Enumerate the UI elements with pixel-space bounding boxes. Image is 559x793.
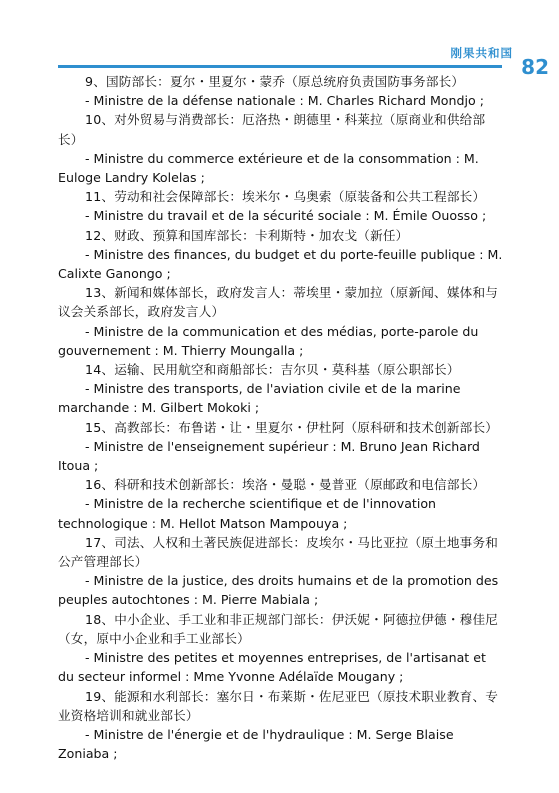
header-rule — [58, 65, 502, 68]
paragraph-10-cn: 10、对外贸易与消费部长：厄洛热・朗德里・科莱拉（原商业和供给部长） — [58, 112, 486, 147]
paragraph-13-cn: 13、新闻和媒体部长，政府发言人：蒂埃里・蒙加拉（原新闻、媒体和与议会关系部长，政府发言人） — [58, 285, 499, 320]
paragraph-18-fr: - Ministre des petites et moyennes entreprises, de l'artisanat et du secteur informel : Mme Yvonne Adélaïde Mougany ; — [58, 650, 490, 685]
page-number: 82 — [521, 55, 549, 79]
paragraph-16-fr: - Ministre de la recherche scientifique et de l'innovation technologique : M. Hellot Matson Mampouya ; — [58, 496, 441, 531]
page-body — [58, 72, 507, 763]
page-header — [0, 0, 559, 80]
paragraph-9-fr: - Ministre de la défense nationale : M. Charles Richard Mondjo ; — [85, 93, 484, 109]
paragraph-19-fr: - Ministre de l'énergie et de l'hydraulique : M. Serge Blaise Zoniaba ; — [58, 726, 458, 762]
paragraph-14-cn: 14、运输、民用航空和商船部长：吉尔贝・莫科基（原公职部长） — [85, 362, 460, 378]
paragraph-13-fr: - Ministre de la communication et des médias, porte-parole du gouvernement : M. Thierry Moungalla ; — [58, 323, 483, 358]
paragraph-11-fr: - Ministre du travail et de la sécurité sociale : M. Émile Ouosso ; — [85, 208, 487, 224]
paragraph-15-fr: - Ministre de l'enseignement supérieur : M. Bruno Jean Richard Itoua ; — [58, 438, 484, 474]
paragraph-15-cn: 15、高教部长：布鲁诺・让・里夏尔・伊杜阿（原科研和技术创新部长） — [85, 419, 499, 435]
paragraph-19-cn: 19、能源和水利部长：塞尔日・布莱斯・佐尼亚巴（原技术职业教育、专业资格培训和就业部长） — [58, 688, 499, 723]
paragraph-14-fr: - Ministre des transports, de l'aviation civile et de la marine marchande : M. Gilbert Mokoki ; — [58, 381, 465, 416]
paragraph-9-cn: 9、国防部长：夏尔・里夏尔・蒙乔（原总统府负责国防事务部长） — [85, 74, 465, 89]
paragraph-16-cn: 16、科研和技术创新部长：埃洛・曼聪・曼普亚（原邮政和电信部长） — [85, 477, 486, 493]
paragraph-12-fr: - Ministre des finances, du budget et du porte-feuille publique : M. Calixte Ganongo ; — [58, 246, 507, 282]
paragraph-12-cn: 12、财政、预算和国库部长：卡利斯特・加农戈（新任） — [85, 227, 409, 243]
paragraph-11-cn: 11、劳动和社会保障部长：埃米尔・乌奥索（原装备和公共工程部长） — [85, 189, 486, 205]
paragraph-17-cn: 17、司法、人权和土著民族促进部长：皮埃尔・马比亚拉（原土地事务和公产管理部长） — [58, 534, 499, 570]
paragraph-17-fr: - Ministre de la justice, des droits humains et de la promotion des peuples autochtones : M. Pierre Mabiala ; — [58, 573, 503, 608]
running-title: 刚果共和国 — [450, 46, 513, 60]
paragraph-10-fr: - Ministre du commerce extérieure et de la consommation : M. Euloge Landry Kolelas ; — [58, 150, 483, 186]
paragraph-18-cn: 18、中小企业、手工业和非正规部门部长：伊沃妮・阿德拉伊德・穆佳尼（女，原中小企业和手工业部长） — [58, 611, 499, 646]
